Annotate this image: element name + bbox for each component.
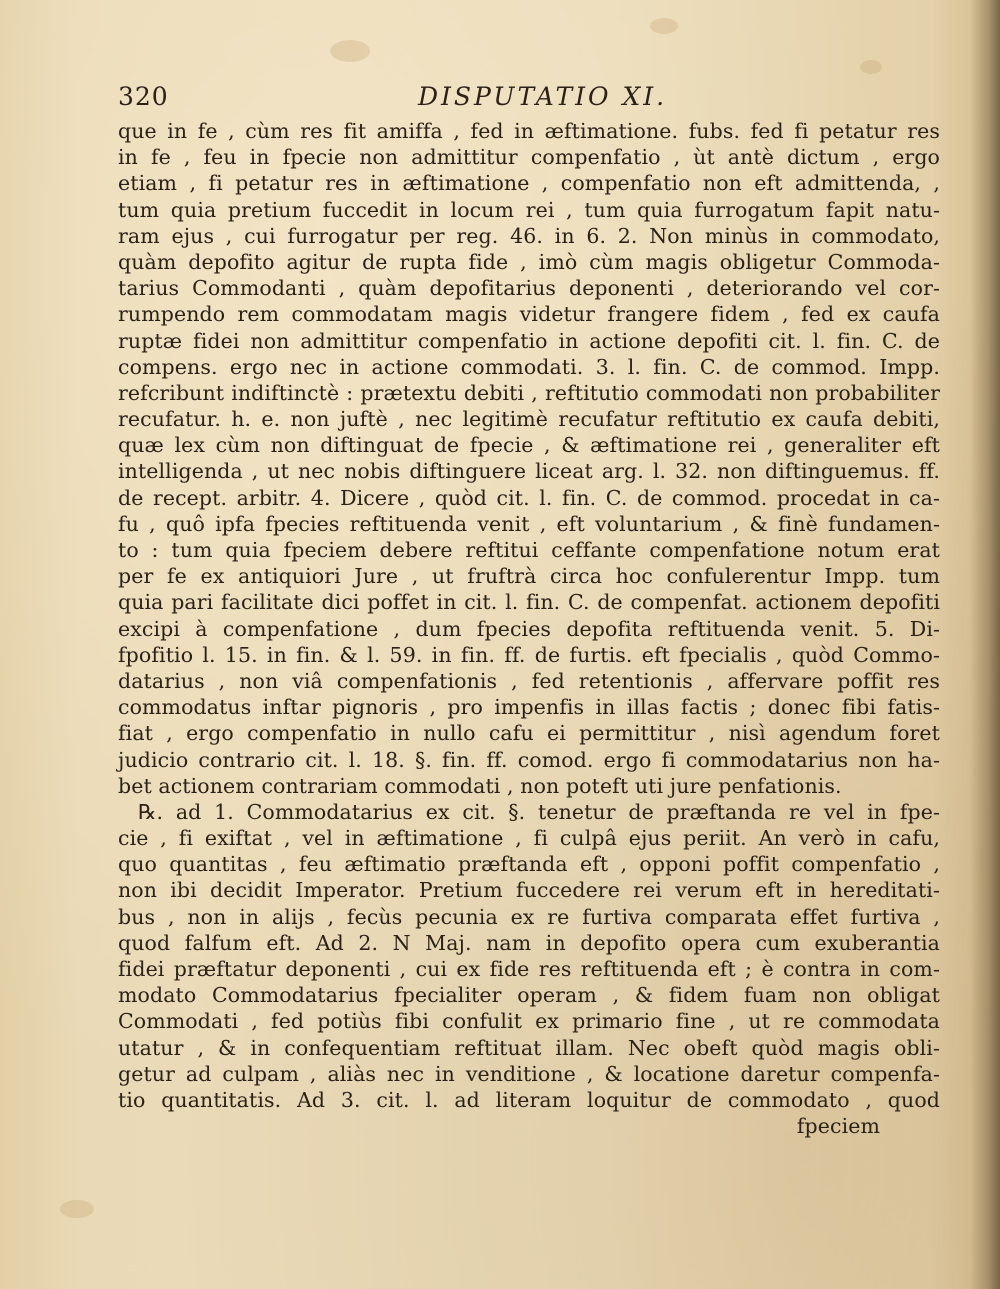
paper-stain — [60, 1200, 94, 1218]
text-line: ram ejus , cui furrogatur per reg. 46. in 6. 2. Non minùs in commodato, — [118, 223, 940, 248]
text-line: non ibi decidit Imperator. Pretium fuccedere rei verum eft in hereditati- — [118, 878, 940, 903]
text-line: quo quantitas , feu æftimatio præftanda eft , opponi poffit compenfatio , — [118, 852, 940, 877]
text-line: quàm depofito agitur de rupta fide , imò cùm magis obligetur Commoda- — [118, 249, 940, 274]
text-line: recufatur. h. e. non juftè , nec legitimè recufatur reftitutio ex caufa debiti, — [118, 407, 940, 432]
text-line: de recept. arbitr. 4. Dicere , quòd cit. l. fin. C. de commod. procedat in ca- — [118, 485, 940, 510]
text-line: tio quantitatis. Ad 3. cit. l. ad literam loquitur de commodato , quod — [118, 1087, 940, 1112]
text-line: datarius , non viâ compenfationis , fed retentionis , affervare poffit res — [118, 668, 940, 693]
text-line: to : tum quia fpeciem debere reftitui ceffante compenfatione notum erat — [118, 538, 940, 562]
text-line: intelligenda , ut nec nobis diftinguere liceat arg. l. 32. non diftinguemus. ff. — [118, 459, 940, 484]
text-line: ruptæ fidei non admittitur compenfatio in actione depofiti cit. l. fin. C. de — [118, 328, 940, 353]
page-number: 320 — [118, 82, 169, 111]
text-line: bet actionem contrariam commodati , non poteft uti jure penfationis. — [118, 773, 842, 798]
running-title: DISPUTATIO XI. — [418, 82, 668, 111]
text-line: fpofitio l. 15. in fin. & l. 59. in fin. ff. de furtis. eft fpecialis , quòd Commo- — [118, 642, 940, 667]
text-line: tarius Commodanti , quàm depofitarius deponenti , deteriorando vel cor- — [118, 276, 940, 301]
text-line: fiat , ergo compenfatio in nullo cafu ei permittitur , nisì agendum foret — [118, 721, 940, 746]
text-line: quia pari facilitate dici poffet in cit. l. fin. C. de compenfat. actionem depofiti — [118, 590, 940, 615]
text-line: etiam , fi petatur res in æftimatione , compenfatio non eft admittenda, , — [118, 171, 940, 196]
text-line: refcribunt indiftinctè : prætextu debiti , reftitutio commodati non probabiliter — [118, 380, 940, 405]
text-line: cie , fi exiftat , vel in æftimatione , fi culpâ ejus periit. An verò in cafu, — [118, 826, 940, 851]
paper-stain — [330, 40, 370, 62]
text-line: que in fe , cùm res fit amiffa , fed in æftimatione. fubs. fed fi petatur res — [118, 119, 940, 143]
paper-stain — [650, 18, 678, 34]
text-line: fidei præftatur deponenti , cui ex fide res reftituenda eft ; è contra in com- — [118, 957, 940, 981]
text-line: excipi à compenfatione , dum fpecies depofita reftituenda venit. 5. Di- — [118, 616, 940, 641]
text-line: in fe , feu in fpecie non admittitur compenfatio , ùt antè dictum , ergo — [118, 145, 940, 170]
text-line: judicio contrario cit. l. 18. §. fin. ff. comod. ergo fi commodatarius non ha- — [118, 747, 940, 772]
text-line: fu , quô ipfa fpecies reftituenda venit , eft voluntarium , & finè fundamen- — [118, 511, 940, 536]
text-line: per fe ex antiquiori Jure , ut fruftrà circa hoc confulerentur Impp. tum — [118, 564, 940, 589]
text-line: quæ lex cùm non diftinguat de fpecie , & æftimatione rei , generaliter eft — [118, 433, 940, 458]
text-line: Commodati , fed potiùs fibi confulit ex primario fine , ut re commodata — [118, 1009, 940, 1034]
text-line: rumpendo rem commodatam magis videtur frangere fidem , fed ex caufa — [118, 302, 940, 327]
text-line: commodatus inftar pignoris , pro impenfis in illas factis ; donec fibi fatis- — [118, 695, 940, 720]
text-line: modato Commodatarius fpecialiter operam , & fidem fuam non obligat — [118, 983, 940, 1008]
text-line: ℞. ad 1. Commodatarius ex cit. §. tenetur de præftanda re vel in fpe- — [138, 799, 940, 824]
page-header — [118, 82, 858, 116]
text-line: bus , non in alijs , fecùs pecunia ex re furtiva comparata effet furtiva , — [118, 904, 940, 929]
text-line: quod falfum eft. Ad 2. N Maj. nam in depofito opera cum exuberantia — [118, 930, 940, 955]
text-line: compens. ergo nec in actione commodati. 3. l. fin. C. de commod. Impp. — [118, 354, 940, 379]
paper-stain — [860, 60, 882, 74]
binding-shadow — [970, 0, 1000, 1289]
body-text — [118, 118, 940, 1139]
catchword: fpeciem — [796, 1114, 880, 1139]
text-line: getur ad culpam , aliàs nec in venditione , & locatione daretur compenfa- — [118, 1061, 940, 1086]
text-line: utatur , & in confequentiam reftituat illam. Nec obeft quòd magis obli- — [118, 1035, 940, 1060]
text-line: tum quia pretium fuccedit in locum rei , tum quia furrogatum fapit natu- — [118, 197, 940, 222]
